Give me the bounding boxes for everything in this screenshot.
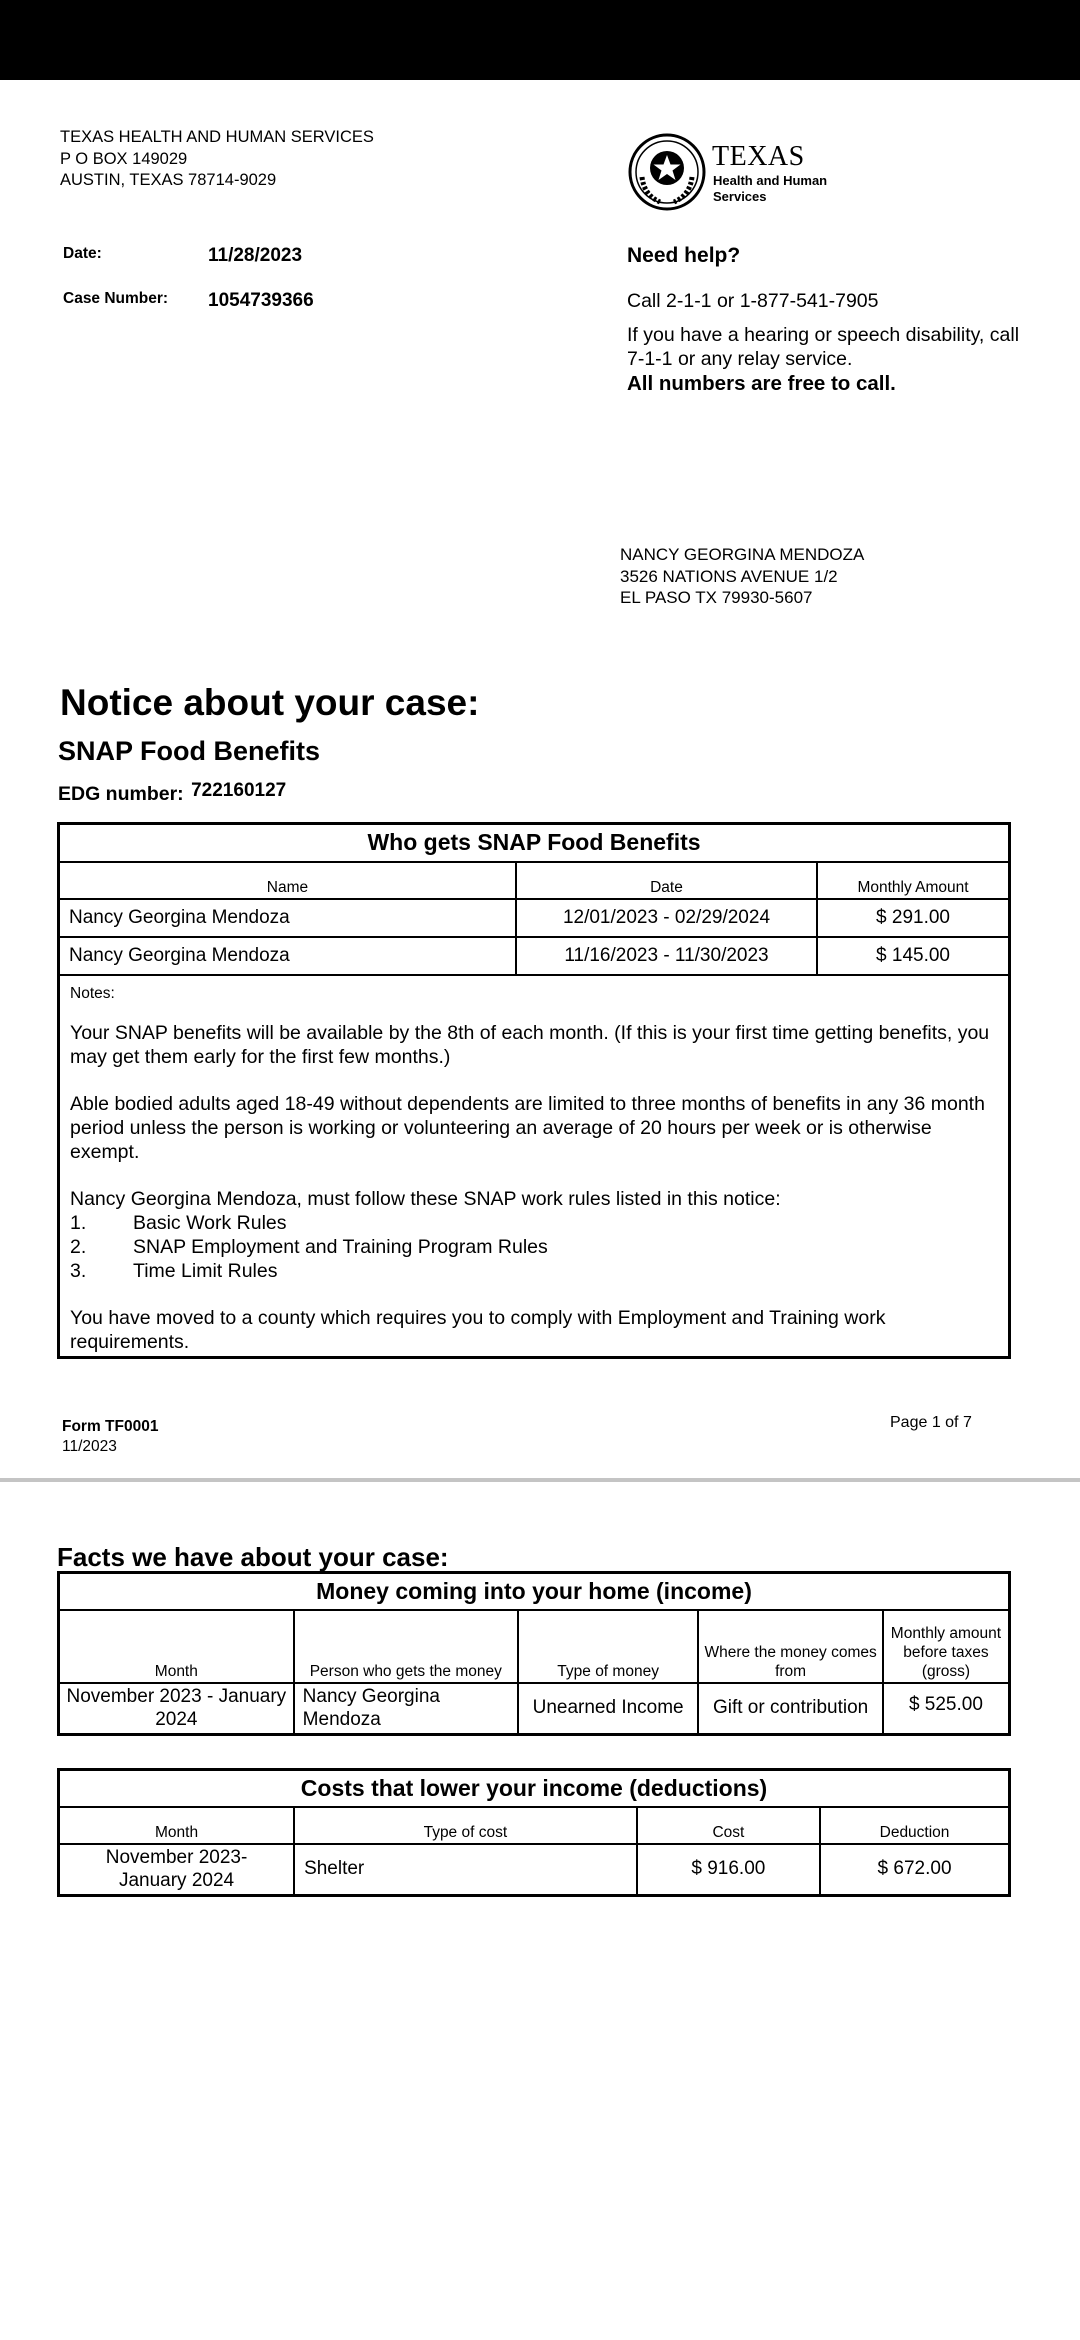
income-header-type: Type of money — [518, 1610, 698, 1683]
table-row — [59, 1683, 1010, 1735]
form-number: Form TF0001 — [62, 1418, 159, 1435]
help-free-text: All numbers are free to call. — [627, 372, 896, 395]
benefit-notes — [59, 975, 1010, 1358]
page-number: Page 1 of 7 — [890, 1414, 972, 1431]
benefits-caption: Who gets SNAP Food Benefits — [59, 824, 1010, 862]
rule-number: 1. — [70, 1211, 87, 1234]
benefits-header-name: Name — [59, 862, 516, 899]
benefits-header-date: Date — [516, 862, 817, 899]
income-header-person: Person who gets the money — [294, 1610, 518, 1683]
hhs-logo — [628, 131, 858, 213]
table-row — [59, 937, 1010, 975]
help-title: Need help? — [627, 244, 741, 267]
benefit-date: 12/01/2023 - 02/29/2024 — [516, 899, 817, 937]
page-divider — [0, 1478, 1080, 1482]
deductions-table — [57, 1768, 1011, 1897]
edg-label: EDG number: — [58, 783, 184, 805]
table-row — [59, 899, 1010, 937]
deductions-header-month: Month — [59, 1807, 295, 1844]
edg-number — [58, 780, 286, 806]
income-amount: $ 525.00 — [883, 1683, 1010, 1735]
date-value: 11/28/2023 — [208, 245, 303, 266]
income-type: Unearned Income — [518, 1683, 698, 1735]
edg-value: 722160127 — [191, 780, 287, 801]
logo-subtitle-line-2: Services — [713, 189, 767, 204]
list-item — [70, 1259, 998, 1283]
sender-address — [60, 127, 374, 192]
recipient-address — [620, 544, 864, 609]
rule-text: Time Limit Rules — [133, 1259, 278, 1282]
sender-line-1: TEXAS HEALTH AND HUMAN SERVICES — [60, 128, 374, 146]
help-relay-text: If you have a hearing or speech disability, call 7-1-1 or any relay service. — [627, 324, 1020, 370]
form-id — [62, 1417, 158, 1457]
list-item — [70, 1211, 998, 1235]
help-phone: Call 2-1-1 or 1-877-541-7905 — [627, 290, 879, 312]
texas-seal-icon — [628, 133, 706, 211]
work-rules-list — [70, 1211, 998, 1283]
benefit-name: Nancy Georgina Mendoza — [59, 937, 516, 975]
income-month: November 2023 - January 2024 — [59, 1683, 294, 1735]
table-row — [59, 1844, 1010, 1896]
deductions-caption: Costs that lower your income (deductions) — [59, 1770, 1010, 1807]
rule-text: Basic Work Rules — [133, 1211, 287, 1234]
case-number-value: 1054739366 — [208, 290, 314, 311]
note-work-rules: Nancy Georgina Mendoza, must follow these SNAP work rules listed in this notice: — [70, 1187, 781, 1210]
sender-line-2: P O BOX 149029 — [60, 149, 188, 168]
logo-wordmark: TEXAS — [712, 141, 805, 172]
deductions-header-cost: Cost — [637, 1807, 820, 1844]
benefits-table — [57, 822, 1011, 1359]
benefit-name: Nancy Georgina Mendoza — [59, 899, 516, 937]
logo-subtitle-line-1: Health and Human — [713, 173, 828, 188]
deduction-month: November 2023- January 2024 — [59, 1844, 295, 1896]
top-black-bar — [0, 0, 1080, 80]
facts-title: Facts we have about your case: — [57, 1542, 449, 1572]
deductions-header-deduction: Deduction — [820, 1807, 1009, 1844]
deduction-cost: $ 916.00 — [637, 1844, 820, 1896]
recipient-name: NANCY GEORGINA MENDOZA — [620, 545, 865, 564]
income-header-source: Where the money comes from — [698, 1610, 883, 1683]
notes-label: Notes: — [70, 984, 115, 1002]
sender-line-3: AUSTIN, TEXAS 78714-9029 — [60, 171, 277, 189]
form-date: 11/2023 — [62, 1438, 117, 1455]
income-person: Nancy Georgina Mendoza — [294, 1683, 518, 1735]
benefit-date: 11/16/2023 - 11/30/2023 — [516, 937, 817, 975]
deductions-header-type: Type of cost — [294, 1807, 637, 1844]
notice-title: Notice about your case: — [60, 682, 480, 723]
deduction-type: Shelter — [294, 1844, 637, 1896]
program-name: SNAP Food Benefits — [58, 736, 321, 766]
logo-subtitle — [713, 173, 827, 205]
list-item — [70, 1235, 998, 1259]
benefit-amount: $ 291.00 — [817, 899, 1009, 937]
deduction-amount: $ 672.00 — [820, 1844, 1009, 1896]
case-number-label: Case Number: — [63, 290, 169, 307]
benefit-amount: $ 145.00 — [817, 937, 1009, 975]
income-header-amount: Monthly amount before taxes (gross) — [883, 1610, 1010, 1683]
benefits-header-amount: Monthly Amount — [817, 862, 1009, 899]
income-header-month: Month — [59, 1610, 294, 1683]
date-label: Date: — [63, 245, 102, 262]
rule-text: SNAP Employment and Training Program Rules — [133, 1235, 548, 1258]
recipient-street: 3526 NATIONS AVENUE 1/2 — [620, 566, 838, 586]
note-availability: Your SNAP benefits will be available by the 8th of each month. (If this is your first time getting benefits, you may get them early for the first few months.) — [70, 1021, 990, 1068]
note-time-limit: Able bodied adults aged 18-49 without dependents are limited to three months of benefits in any 36 month period unless the person is working or volunteering an average of 20 hours per week or is otherwise exempt. — [70, 1092, 985, 1163]
income-source: Gift or contribution — [698, 1683, 883, 1735]
rule-number: 3. — [70, 1259, 87, 1282]
income-table — [57, 1571, 1011, 1736]
rule-number: 2. — [70, 1235, 87, 1258]
recipient-city: EL PASO TX 79930-5607 — [620, 588, 813, 607]
note-county-move: You have moved to a county which requires you to comply with Employment and Training work requirements. — [70, 1306, 886, 1353]
income-caption: Money coming into your home (income) — [59, 1573, 1010, 1610]
